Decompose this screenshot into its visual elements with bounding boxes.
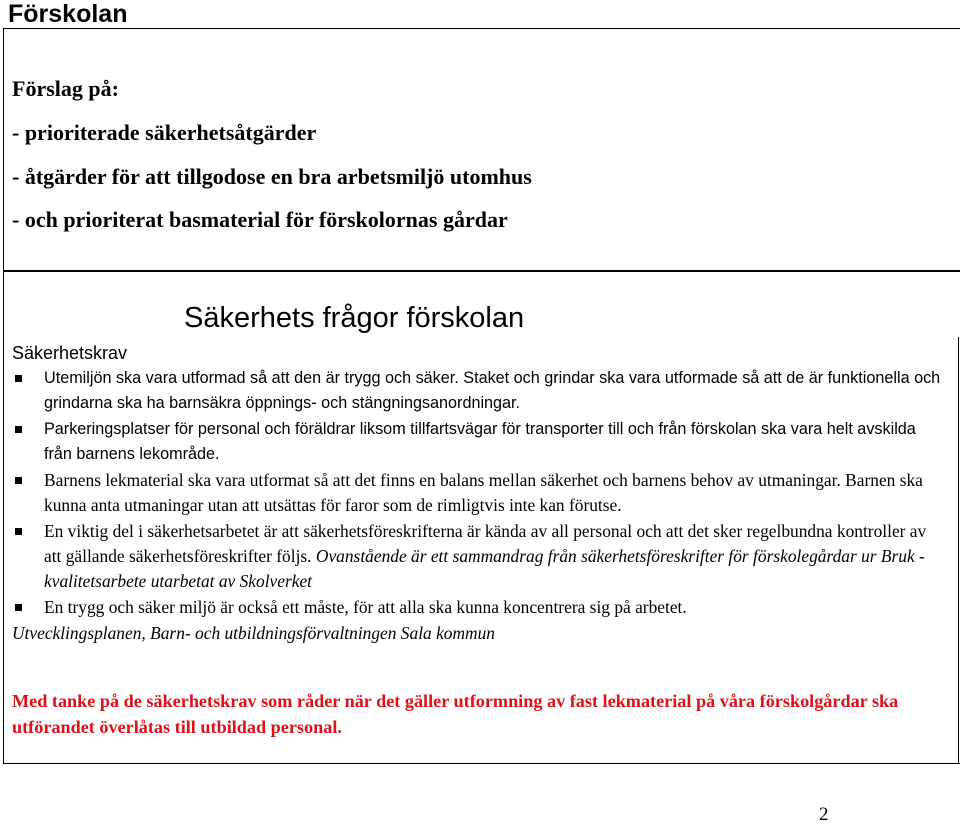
requirements-heading: Säkerhetskrav <box>12 343 128 363</box>
source-note: Ovanstående är ett sammandrag från säkerhetsföreskrifter för förskolegårdar ur Bruk - kvalitetsarbete utarbetat av Skolverket <box>44 546 925 591</box>
proposal-item: - åtgärder för att tillgodose en bra arbetsmiljö utomhus <box>12 164 532 189</box>
square-bullet-icon <box>15 375 22 382</box>
list-item-text: Utemiljön ska vara utformad så att den är trygg och säker. Staket och grindar ska vara utformade så att de är funktionella och grindarna ska ha barnsäkra öppnings- och stängningsanordningar. <box>44 369 941 412</box>
list-item <box>12 468 947 518</box>
square-bullet-icon <box>15 528 22 535</box>
proposal-heading: Förslag på: <box>12 76 119 101</box>
list-item-text: Parkeringsplatser för personal och föräldrar liksom tillfartsvägar för transporter till och från förskolan ska vara helt avskilda från barnens lekområde. <box>44 420 916 463</box>
divider <box>958 337 959 763</box>
list-item <box>12 417 947 467</box>
requirements-list <box>12 366 947 646</box>
square-bullet-icon <box>15 426 22 433</box>
section-title: Säkerhets frågor förskolan <box>184 302 525 334</box>
list-item <box>12 595 947 620</box>
list-item-text: Barnens lekmaterial ska vara utformat så att det finns en balans mellan säkerhet och barnens behov av utmaningar. Barnen ska kunna anta utmaningar utan att utsättas för faror som de rimligtvis inte kan förutse. <box>44 470 923 515</box>
list-item <box>12 366 947 416</box>
square-bullet-icon <box>15 477 22 484</box>
source-credit: Utvecklingsplanen, Barn- och utbildningsförvaltningen Sala kommun <box>12 623 495 643</box>
proposal-item: - och prioriterat basmaterial för förskolornas gårdar <box>12 207 508 232</box>
list-item-text: En trygg och säker miljö är också ett måste, för att alla ska kunna koncentrera sig på arbetet. <box>44 597 687 617</box>
proposal-item: - prioriterade säkerhetsåtgärder <box>12 120 317 145</box>
safety-box <box>3 271 960 764</box>
page-number: 2 <box>819 804 829 825</box>
proposal-box <box>3 28 960 271</box>
square-bullet-icon <box>15 604 22 611</box>
list-item-text: En viktig del i säkerhetsarbetet är att säkerhetsföreskrifterna är kända av all personal och att det sker regelbundna kontroller av att gällande säkerhetsföreskrifter följs. <box>44 521 927 566</box>
warning-note: Med tanke på de säkerhetskrav som råder när det gäller utformning av fast lekmaterial på våra förskolgårdar ska utförandet överlåtas till utbildad personal. <box>12 691 899 737</box>
list-item <box>12 519 947 594</box>
document-title: Förskolan <box>8 0 128 28</box>
